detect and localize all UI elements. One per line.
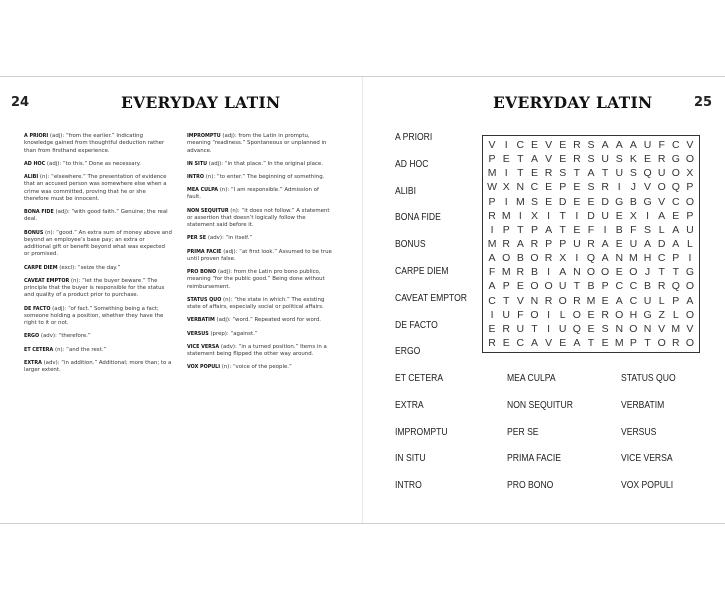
grid-letter: V — [516, 294, 524, 307]
word-list-item: BONUS — [395, 239, 426, 251]
grid-letter: O — [685, 336, 694, 349]
grid-letter: R — [601, 308, 609, 321]
word-list-item: DE FACTO — [395, 319, 438, 331]
word-list-item: A PRIORI — [395, 132, 433, 143]
grid-letter: V — [545, 139, 553, 152]
grid-letter: I — [547, 266, 551, 279]
grid-letter: R — [544, 167, 553, 180]
grid-letter: O — [530, 280, 539, 293]
definition-entry: AD HOC (adj): “to this.” Done as necessary. — [24, 160, 141, 167]
grid-letter: M — [614, 336, 624, 349]
word-list-item: VOX POPULI — [621, 480, 674, 492]
definition-entry: DE FACTO (adj): “of fact.” Something being a fact; someone holding a position, whether they have the right to it or not. — [24, 305, 164, 327]
grid-letter: A — [601, 139, 609, 152]
grid-letter: O — [601, 266, 610, 279]
grid-letter: P — [686, 181, 694, 194]
grid-letter: V — [686, 322, 694, 335]
grid-letter: P — [672, 294, 680, 307]
grid-letter: N — [615, 252, 624, 265]
grid-letter: L — [672, 308, 679, 321]
grid-letter: O — [657, 336, 666, 349]
grid-letter: O — [685, 195, 694, 208]
word-list-item: PRO BONO — [507, 480, 554, 492]
grid-letter: K — [629, 153, 637, 166]
grid-letter: Q — [572, 322, 581, 335]
grid-letter: O — [671, 167, 680, 180]
grid-letter: B — [530, 266, 538, 279]
grid-letter: A — [516, 237, 524, 250]
word-list-item: PRIMA FACIE — [507, 453, 562, 465]
grid-letter: R — [657, 153, 666, 166]
grid-letter: O — [530, 252, 539, 265]
grid-letter: E — [488, 322, 496, 335]
grid-letter: E — [615, 237, 623, 250]
grid-letter: D — [558, 195, 567, 208]
definition-entry: STATUS QUO (n): “the state in which.” The existing state of affairs, especially social or political affairs. — [187, 296, 325, 311]
grid-letter: T — [573, 280, 581, 293]
grid-letter: X — [559, 252, 567, 265]
page-title-right: EVERYDAY LATIN — [493, 93, 653, 112]
word-list-item: MEA CULPA — [507, 373, 556, 384]
grid-letter: D — [601, 195, 609, 208]
grid-letter: C — [671, 139, 680, 152]
grid-letter: R — [488, 336, 496, 349]
word-list-item: CAVEAT EMPTOR — [395, 292, 468, 304]
page-gutter — [362, 77, 363, 523]
grid-letter: A — [488, 280, 496, 293]
definition-entry: INTRO (n): “to enter.” The beginning of something. — [187, 173, 325, 180]
definitions-column-2 — [187, 133, 333, 377]
grid-letter: T — [502, 294, 510, 307]
definition-entry: VICE VERSA (adv): “in a turned position.” Items in a statement being flipped the other way around. — [187, 343, 327, 358]
grid-letter: O — [685, 153, 694, 166]
grid-letter: R — [544, 294, 553, 307]
grid-letter: O — [685, 280, 694, 293]
grid-letter: R — [530, 237, 539, 250]
grid-letter: M — [501, 209, 511, 222]
grid-letter: R — [657, 280, 666, 293]
definition-entry: PER SE (adv): “in itself.” — [187, 235, 253, 242]
grid-letter: T — [517, 223, 524, 236]
grid-letter: N — [643, 322, 652, 335]
grid-letter: E — [545, 195, 553, 208]
grid-letter: V — [545, 336, 553, 349]
grid-letter: A — [601, 237, 609, 250]
grid-letter: L — [658, 294, 665, 307]
grid-letter: D — [587, 209, 595, 222]
grid-letter: C — [488, 294, 496, 307]
definition-entry: IMPROMPTU (adj): from the Latin in promptu, meaning “readiness.” Spontaneous or unplanned in advance. — [187, 133, 327, 154]
grid-letter: R — [671, 336, 680, 349]
definition-entry: VERSUS (prep): “against.” — [187, 330, 258, 337]
grid-letter: C — [516, 139, 525, 152]
grid-letter: P — [502, 223, 510, 236]
word-bank-column-2 — [507, 373, 584, 507]
grid-letter: E — [601, 336, 609, 349]
grid-letter: X — [629, 209, 637, 222]
grid-letter: P — [686, 209, 694, 222]
grid-letter: M — [671, 322, 681, 335]
grid-letter: V — [658, 195, 666, 208]
grid-letter: E — [545, 181, 553, 194]
grid-letter: O — [657, 181, 666, 194]
word-list-item: EXTRA — [395, 399, 424, 411]
grid-letter: O — [629, 322, 638, 335]
grid-letter: E — [502, 336, 510, 349]
grid-letter: V — [545, 153, 553, 166]
grid-letter: P — [488, 153, 496, 166]
grid-letter: S — [559, 167, 567, 180]
grid-letter: I — [490, 308, 494, 321]
definition-entry: ET CETERA (n): “and the rest.” — [24, 346, 107, 353]
grid-letter: S — [587, 181, 595, 194]
grid-letter: A — [587, 167, 595, 180]
grid-letter: E — [644, 153, 652, 166]
grid-letter: E — [587, 308, 595, 321]
grid-letter: P — [672, 252, 680, 265]
grid-letter: F — [630, 223, 637, 236]
grid-letter: I — [617, 181, 621, 194]
grid-letter: N — [573, 266, 581, 279]
grid-letter: T — [531, 322, 538, 335]
grid-letter: C — [530, 181, 539, 194]
grid-letter: E — [502, 153, 510, 166]
grid-letter: D — [657, 237, 666, 250]
grid-letter: M — [501, 266, 511, 279]
grid-letter: A — [530, 153, 538, 166]
grid-letter: F — [517, 308, 524, 321]
grid-letter: C — [629, 294, 638, 307]
grid-letter: E — [559, 139, 567, 152]
grid-letter: E — [672, 209, 680, 222]
definition-entry: BONA FIDE (adj): “with good faith.” Genuine; the real deal. — [24, 209, 168, 223]
definition-entry: A PRIORI (adj): “from the earlier.” Indicating knowledge gained from thoughtful deduction rather than from firsthand experience. — [24, 133, 165, 154]
grid-letter: A — [615, 139, 623, 152]
grid-letter: E — [573, 195, 581, 208]
grid-letter: G — [615, 195, 624, 208]
grid-letter: P — [530, 223, 538, 236]
grid-letter: F — [587, 223, 595, 236]
word-list-item: NON SEQUITUR — [507, 399, 573, 411]
grid-letter: O — [502, 252, 511, 265]
grid-letter: X — [530, 209, 538, 222]
grid-letter: U — [657, 167, 666, 180]
grid-letter: V — [488, 139, 496, 152]
grid-letter: O — [572, 308, 581, 321]
word-list-item: VICE VERSA — [621, 453, 673, 465]
grid-letter: C — [516, 336, 525, 349]
word-list-item: ERGO — [395, 346, 421, 358]
grid-letter: O — [544, 280, 553, 293]
grid-letter: I — [547, 209, 551, 222]
grid-letter: F — [658, 139, 665, 152]
grid-letter: V — [686, 139, 694, 152]
grid-letter: C — [629, 280, 638, 293]
grid-letter: A — [545, 223, 553, 236]
definitions-column-1 — [24, 133, 172, 380]
grid-letter: I — [547, 308, 551, 321]
grid-letter: A — [615, 294, 623, 307]
grid-letter: A — [559, 266, 567, 279]
grid-letter: I — [504, 167, 508, 180]
grid-letter: O — [586, 266, 596, 279]
grid-letter: A — [658, 209, 666, 222]
grid-letter: G — [643, 195, 652, 208]
word-list-item: ALIBI — [395, 185, 417, 197]
grid-letter: Q — [671, 181, 680, 194]
grid-letter: T — [573, 167, 581, 180]
grid-letter: U — [643, 294, 652, 307]
grid-letter: I — [490, 223, 494, 236]
grid-letter: T — [644, 336, 651, 349]
grid-letter: R — [544, 252, 553, 265]
grid-letter: B — [644, 280, 652, 293]
word-list-item: CARPE DIEM — [395, 265, 449, 277]
grid-letter: X — [686, 167, 694, 180]
grid-letter: F — [488, 266, 496, 279]
grid-letter: A — [672, 237, 680, 250]
grid-letter: U — [686, 223, 694, 236]
grid-letter: Q — [643, 167, 652, 180]
grid-letter: S — [644, 223, 652, 236]
grid-letter: I — [646, 209, 649, 222]
word-list-item: ET CETERA — [395, 373, 444, 384]
grid-letter: U — [643, 139, 652, 152]
definition-entry: EXTRA (adv): “in addition.” Additional; more than; to a larger extent. — [24, 359, 172, 374]
definition-entry: ALIBI (n): “elsewhere.” The presentation of evidence that an accused person was somewhere else when a crime was committed, proving that he or she therefore must be innocent. — [24, 173, 167, 202]
definition-entry: PRIMA FACIE (adj): “at first look.” Assumed to be true until proven false. — [187, 248, 332, 262]
grid-letter: T — [672, 266, 679, 279]
grid-letter: J — [644, 266, 651, 279]
grid-letter: E — [559, 153, 567, 166]
grid-letter: E — [559, 336, 567, 349]
grid-letter: O — [629, 266, 638, 279]
grid-letter: M — [487, 167, 497, 180]
grid-letter: U — [629, 237, 638, 250]
grid-letter: R — [587, 237, 595, 250]
grid-letter: E — [587, 195, 595, 208]
grid-letter: R — [502, 237, 510, 250]
grid-letter: N — [530, 294, 539, 307]
grid-letter: M — [629, 252, 638, 265]
grid-letter: B — [516, 252, 524, 265]
definition-entry: VOX POPULI (n): “voice of the people.” — [187, 364, 292, 371]
grid-letter: A — [686, 294, 694, 307]
grid-letter: O — [615, 308, 624, 321]
grid-letter: R — [573, 294, 581, 307]
grid-letter: P — [629, 336, 637, 349]
page-number-right: 25 — [694, 95, 713, 110]
definition-entry: CARPE DIEM (excl): “seize the day.” — [24, 264, 121, 271]
grid-letter: O — [530, 308, 539, 321]
grid-letter: E — [615, 266, 623, 279]
grid-letter: H — [629, 308, 638, 321]
grid-letter: R — [573, 139, 581, 152]
word-bank-column-3 — [621, 373, 685, 507]
grid-letter: E — [615, 209, 623, 222]
grid-letter: L — [658, 223, 665, 236]
grid-letter: C — [671, 195, 680, 208]
grid-letter: S — [629, 167, 637, 180]
word-list-item: VERBATIM — [621, 399, 665, 411]
grid-letter: T — [587, 336, 595, 349]
grid-letter: U — [573, 237, 581, 250]
grid-letter: N — [615, 322, 624, 335]
grid-letter: E — [573, 181, 581, 194]
grid-letter: T — [517, 167, 524, 180]
grid-letter: U — [615, 167, 624, 180]
grid-letter: P — [559, 181, 567, 194]
grid-letter: A — [530, 336, 538, 349]
definition-entry: NON SEQUITUR (n): “it does not follow.” A statement or assertion that doesn’t logically follow the statement said before it. — [187, 207, 330, 229]
grid-letter: B — [587, 280, 595, 293]
grid-letter: X — [502, 181, 510, 194]
grid-letter: E — [530, 167, 538, 180]
grid-letter: I — [547, 322, 551, 335]
word-list-item: BONA FIDE — [395, 212, 441, 224]
grid-letter: I — [504, 195, 508, 208]
grid-letter: U — [502, 308, 510, 321]
grid-letter: P — [545, 237, 553, 250]
page-number-left: 24 — [11, 95, 30, 110]
grid-letter: A — [573, 336, 581, 349]
grid-letter: A — [488, 252, 496, 265]
grid-letter: E — [573, 223, 581, 236]
page-title-left: EVERYDAY LATIN — [121, 93, 281, 112]
word-bank-column-1 — [395, 373, 456, 507]
grid-letter: V — [658, 322, 666, 335]
grid-letter: I — [504, 139, 508, 152]
grid-letter: J — [630, 181, 637, 194]
grid-letter: A — [629, 139, 637, 152]
grid-letter: N — [516, 181, 525, 194]
grid-letter: M — [515, 195, 525, 208]
definition-entry: BONUS (n): “good.” An extra sum of money above and beyond an employee’s base pay; an extra or additional gift or benefit beyond what was expected or promised. — [24, 229, 172, 258]
grid-letter: T — [517, 153, 524, 166]
definition-entry: CAVEAT EMPTOR (n): “let the buyer beware.” The principle that the buyer is responsible for the status and quality of a product prior to purchase. — [24, 277, 165, 299]
grid-letter: A — [672, 223, 680, 236]
grid-letter: V — [644, 181, 652, 194]
word-list-item: INTRO — [395, 480, 422, 492]
grid-letter: S — [587, 153, 595, 166]
word-list-item: IMPROMPTU — [395, 426, 448, 438]
grid-letter: P — [488, 195, 496, 208]
word-search-grid — [482, 135, 700, 353]
grid-letter: T — [559, 223, 566, 236]
definition-entry: PRO BONO (adj): from the Latin pro bono publico, meaning “for the public good.” Being done without reimbursement. — [187, 269, 325, 290]
grid-letter: U — [601, 153, 609, 166]
grid-letter: S — [601, 322, 609, 335]
book-spread — [0, 76, 725, 524]
grid-letter: P — [502, 280, 510, 293]
word-list-column-left — [395, 132, 475, 373]
definition-entry: VERBATIM (adj): “word.” Repeated word for word. — [187, 317, 322, 324]
grid-letter: H — [643, 252, 652, 265]
grid-letter: A — [644, 237, 652, 250]
grid-letter: R — [502, 322, 510, 335]
grid-letter: T — [559, 209, 566, 222]
grid-letter: A — [601, 252, 609, 265]
grid-letter: E — [530, 139, 538, 152]
grid-letter: P — [559, 237, 567, 250]
grid-letter: W — [487, 181, 498, 194]
grid-letter: I — [688, 252, 692, 265]
grid-letter: G — [643, 308, 652, 321]
grid-letter: R — [601, 181, 609, 194]
grid-letter: E — [587, 322, 595, 335]
grid-letter: Z — [658, 308, 665, 321]
grid-letter: R — [516, 266, 525, 279]
grid-letter: U — [601, 209, 609, 222]
word-list-item: AD HOC — [395, 158, 429, 170]
grid-letter: T — [601, 167, 609, 180]
grid-letter: L — [687, 237, 693, 250]
grid-letter: U — [558, 280, 567, 293]
grid-letter: G — [671, 153, 680, 166]
grid-letter: I — [575, 209, 579, 222]
grid-letter: O — [558, 294, 567, 307]
definition-entry: MEA CULPA (n): “I am responsible.” Admission of fault. — [187, 187, 319, 201]
grid-letter: B — [629, 195, 637, 208]
definition-entry: ERGO (adv): “therefore.” — [24, 333, 91, 340]
grid-letter: I — [518, 209, 522, 222]
word-list-item: IN SITU — [395, 453, 426, 465]
grid-letter: I — [603, 223, 607, 236]
word-list-item: STATUS QUO — [621, 373, 676, 384]
grid-letter: T — [658, 266, 665, 279]
grid-letter: Q — [671, 280, 680, 293]
word-list-item: VERSUS — [621, 426, 657, 438]
word-list-item: PER SE — [507, 426, 539, 438]
grid-letter: E — [601, 294, 609, 307]
grid-letter: S — [530, 195, 538, 208]
grid-letter: M — [586, 294, 596, 307]
grid-letter: S — [615, 153, 623, 166]
grid-letter: R — [488, 209, 496, 222]
grid-letter: O — [685, 308, 694, 321]
grid-letter: S — [587, 139, 595, 152]
grid-letter: R — [573, 153, 581, 166]
grid-letter: E — [516, 280, 524, 293]
grid-letter: I — [575, 252, 579, 265]
grid-letter: C — [615, 280, 624, 293]
grid-letter: G — [685, 266, 694, 279]
grid-letter: L — [559, 308, 566, 321]
grid-letter: U — [558, 322, 567, 335]
grid-letter: B — [615, 223, 623, 236]
grid-letter: P — [601, 280, 609, 293]
definition-entry: IN SITU (adj): “in that place.” In the original place. — [187, 160, 323, 167]
grid-letter: C — [657, 252, 666, 265]
grid-letter: M — [487, 237, 497, 250]
grid-letter: Q — [586, 252, 596, 265]
grid-letter: U — [516, 322, 525, 335]
